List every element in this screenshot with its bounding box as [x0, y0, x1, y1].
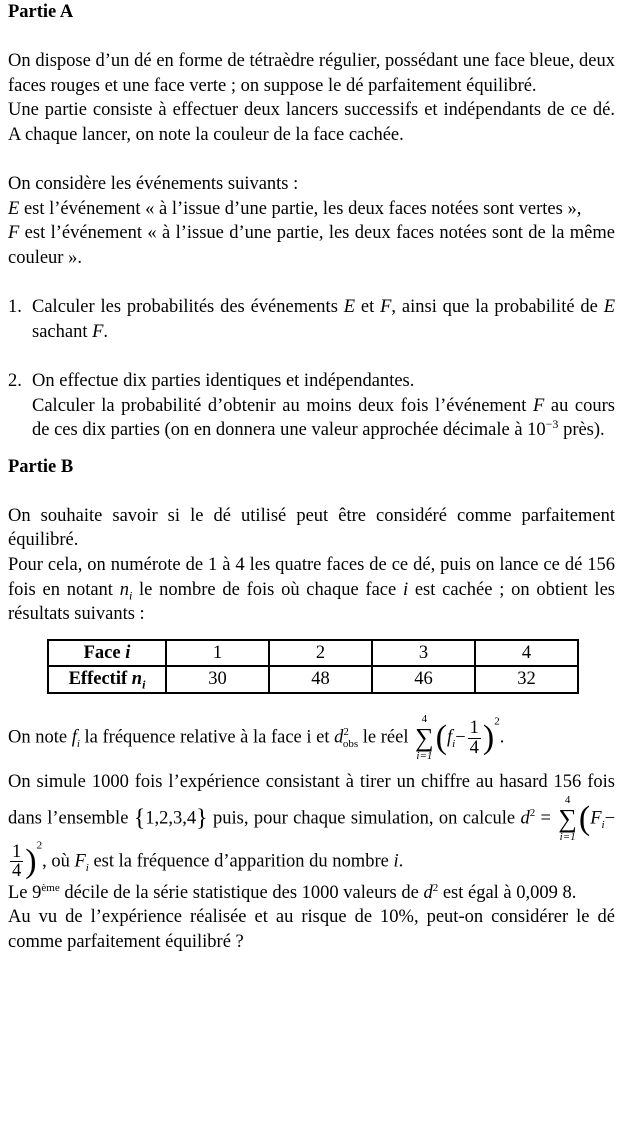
event-e: E est l’événement « à l’issue d’une partie, les deux faces notées sont vertes »,	[8, 198, 582, 219]
part-b-title: Partie B	[8, 456, 74, 477]
simulation-text: On simule 1000 fois l’expérience consistant à tirer un chiffre au hasard 156 fois dans l’ensemble {1,2,3,4} puis, pour chaque simulation, on calcule $d^2$ = 4 ∑ i=1 ($F_i-$ $\frac{1}{4}$ )$^2$, où $F_i$ est la fréquence d’apparition du nombre i.	[8, 772, 616, 882]
events-intro: On considère les événements suivants :	[8, 174, 299, 195]
part-b-method: Pour cela, on numérote de 1 à 4 les quatre faces de ce dé, puis on lance ce dé 156 fois en notant $n_i$ le nombre de fois où chaque face i est cachée ; on obtient les résultats suivants :	[8, 555, 615, 625]
part-a-intro: On dispose d’un dé en forme de tétraèdre régulier, possédant une face bleue, deux faces rouges et une face verte ; on suppose le dé parfaitement équilibré.	[8, 51, 615, 96]
question-1: 1. Calculer les probabilités des événements E et F, ainsi que la probabilité de E sachant F.	[8, 297, 616, 342]
question-2: 2. On effectue dix parties identiques et indépendantes. Calculer la probabilité d’obtenir au moins deux fois l’événement F au cours de ces dix parties (on en donnera une valeur approchée décimale à $10^{-3}$ près).	[8, 370, 615, 441]
table-row: Effectif $n_i$ 30 48 46 32	[48, 666, 578, 693]
part-a-rules: Une partie consiste à effectuer deux lancers successifs et indépendants de ce dé. A chaque lancer, on note la couleur de la face cachée.	[8, 100, 615, 145]
part-a-title: Partie A	[8, 2, 74, 22]
decile-text: Le 9ème décile de la série statistique des 1000 valeurs de $d^2$ est égal à 0,009 8.	[8, 881, 577, 903]
fraction: $\frac{1}{4}$	[469, 718, 479, 758]
frequency-table	[47, 639, 579, 694]
table-row: Face i 1 2 3 4	[48, 640, 578, 667]
exercise-page	[8, 0, 615, 954]
d-obs-definition: On note $f_i$ la fréquence relative à la face i et $d^2_{obs}$ le réel 4 ∑ i=1 ($f_i-$ $\frac{1}{4}$ )$^2$.	[8, 713, 505, 763]
final-question: Au vu de l’expérience réalisée et au risque de 10%, peut-on considérer le dé comme parfaitement équilibré ?	[8, 907, 615, 952]
sum-symbol: 4 ∑ i=1	[415, 713, 434, 763]
event-f: F est l’événement « à l’issue d’une partie, les deux faces notées sont de la même couleur ».	[8, 223, 615, 268]
part-b-intro: On souhaite savoir si le dé utilisé peut être considéré comme parfaitement équilibré.	[8, 505, 615, 551]
